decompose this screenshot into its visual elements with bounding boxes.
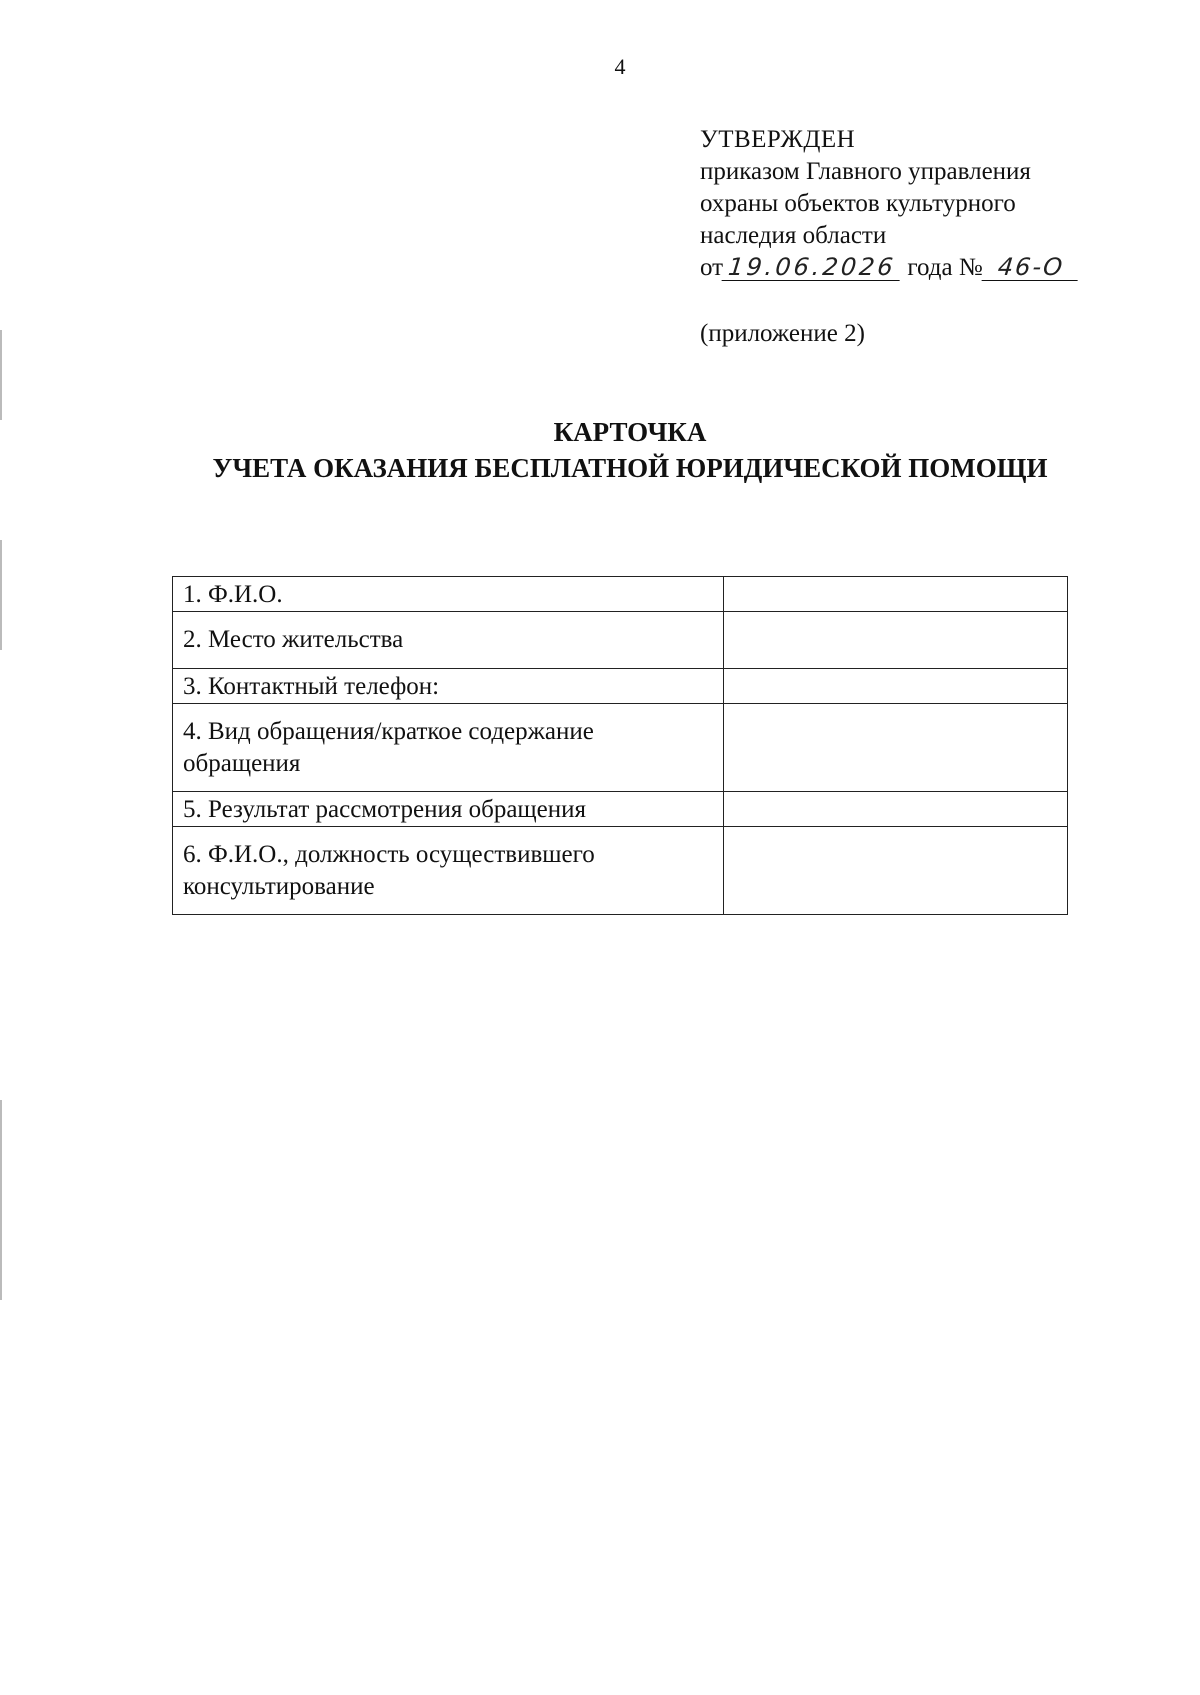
approval-date-line [700, 252, 1120, 284]
approval-heading: УТВЕРЖДЕН [700, 126, 856, 153]
title-line-2: УЧЕТА ОКАЗАНИЯ БЕСПЛАТНОЙ ЮРИДИЧЕСКОЙ ПОМОЩИ [212, 453, 1048, 483]
row-value [724, 792, 1068, 827]
scan-edge-mark [0, 540, 2, 650]
table-row [173, 827, 1068, 915]
handwritten-date: 19.06.2026 [722, 254, 903, 281]
scan-edge-mark [0, 330, 2, 420]
row-value [724, 704, 1068, 792]
table-row [173, 704, 1068, 792]
row-label: 5. Результат рассмотрения обращения [173, 792, 724, 827]
registration-card-table [172, 576, 1068, 915]
title-line-1: КАРТОЧКА [553, 417, 707, 447]
row-label: 4. Вид обращения/краткое содержание обращения [173, 704, 724, 792]
row-value [724, 669, 1068, 704]
approval-block [700, 124, 1120, 284]
approval-line-1: приказом Главного управления [700, 158, 1031, 185]
date-prefix: от [700, 254, 724, 281]
row-label: 6. Ф.И.О., должность осуществившего консультирование [173, 827, 724, 915]
approval-line-3: наследия области [700, 222, 887, 249]
page-number: 4 [614, 54, 626, 79]
row-label: 2. Место жительства [173, 612, 724, 669]
document-title [0, 414, 1200, 486]
row-value [724, 577, 1068, 612]
appendix-note: (приложение 2) [700, 320, 865, 347]
table-row [173, 577, 1068, 612]
date-suffix: года № [907, 254, 983, 281]
row-value [724, 827, 1068, 915]
table-row [173, 792, 1068, 827]
approval-line-2: охраны объектов культурного [700, 190, 1016, 217]
table-row [173, 612, 1068, 669]
row-label: 3. Контактный телефон: [173, 669, 724, 704]
table-row [173, 669, 1068, 704]
row-value [724, 612, 1068, 669]
row-label: 1. Ф.И.О. [173, 577, 724, 612]
scan-edge-mark [0, 1100, 2, 1300]
handwritten-order-number: 46-О [981, 254, 1080, 281]
